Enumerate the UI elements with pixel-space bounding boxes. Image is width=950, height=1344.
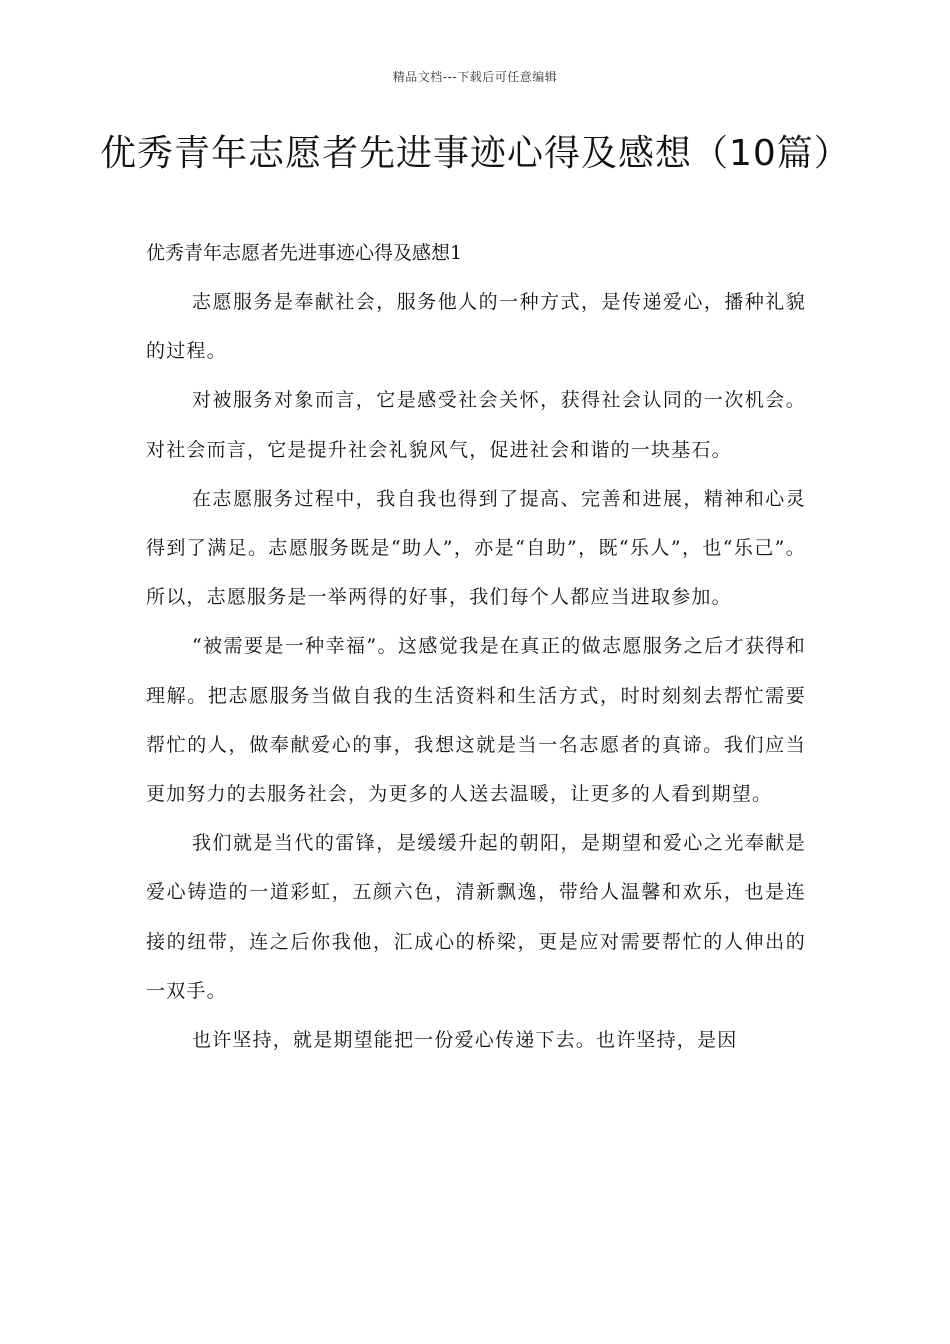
document-title: 优秀青年志愿者先进事迹心得及感想（10篇） (100, 133, 851, 174)
paragraph-3: 在志愿服务过程中，我自我也得到了提高、完善和进展，精神和心灵得到了满足。志愿服务既是“助人”，亦是“自助”，既“乐人”，也“乐己”。所以，志愿服务是一举两得的好事，我们每个人都应当进取参加。 (146, 487, 806, 609)
document-body (146, 278, 806, 1065)
paragraph-6: 也许坚持，就是期望能把一份爱心传递下去。也许坚持，是因 (192, 1029, 738, 1052)
section-heading: 优秀青年志愿者先进事迹心得及感想1 (146, 242, 463, 264)
header-note: 精品文档---下载后可任意编辑 (392, 70, 558, 84)
paragraph-1: 志愿服务是奉献社会，服务他人的一种方式，是传递爱心，播种礼貌的过程。 (146, 291, 806, 363)
paragraph-4: “被需要是一种幸福”。这感觉我是在真正的做志愿服务之后才获得和理解。把志愿服务当做自我的生活资料和生活方式，时时刻刻去帮忙需要帮忙的人，做奉献爱心的事，我想这就是当一名志愿者的真谛。我们应当更加努力的去服务社会，为更多的人送去温暖，让更多的人看到期望。 (146, 635, 806, 806)
paragraph-2: 对被服务对象而言，它是感受社会关怀，获得社会认同的一次机会。对社会而言，它是提升社会礼貌风气，促进社会和谐的一块基石。 (146, 389, 806, 461)
paragraph-5: 我们就是当代的雷锋，是缓缓升起的朝阳，是期望和爱心之光奉献是爱心铸造的一道彩虹，五颜六色，清新飘逸，带给人温馨和欢乐，也是连接的纽带，连之后你我他，汇成心的桥梁，更是应对需要帮忙的人伸出的一双手。 (146, 832, 806, 1002)
